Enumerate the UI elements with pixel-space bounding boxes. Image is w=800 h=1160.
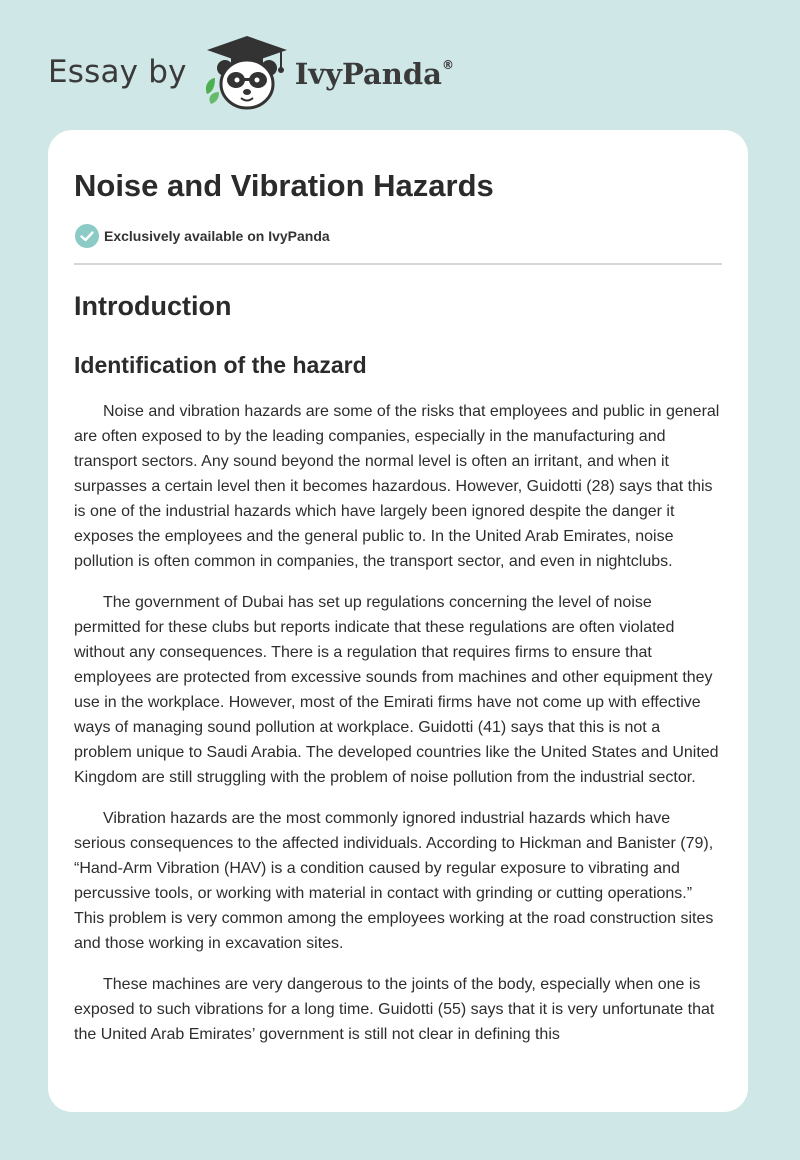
exclusive-badge-label: Exclusively available on IvyPanda <box>104 228 330 244</box>
essay-card <box>48 130 748 1112</box>
paragraph: Vibration hazards are the most commonly ignored industrial hazards which have serious consequences to the affected individuals. According to Hickman and Banister (79), “Hand-Arm Vibration (HAV) is a condition caused by regular exposure to vibrating and percussive tools, or working with material in contact with grinding or cutting operations.” This problem is very common among the employees working at the road construction sites and those working in excavation sites. <box>74 810 714 952</box>
brand-name[interactable] <box>295 57 454 91</box>
registered-mark: ® <box>441 58 454 73</box>
exclusive-badge <box>74 222 722 250</box>
title-divider <box>74 263 722 265</box>
paragraph: The government of Dubai has set up regulations concerning the level of noise permitted for these clubs but reports indicate that these regulations are often violated without any consequences. There is a regulation that requires firms to ensure that employees are protected from excessive sounds from machines and other equipment they use in the workplace. However, most of the Emirati firms have not come up with effective ways of managing sound pollution at workplace. Guidotti (41) says that this is not a problem unique to Saudi Arabia. The developed countries like the United States and United Kingdom are still struggling with the problem of noise pollution from the industrial sector. <box>74 594 719 786</box>
essay-title: Noise and Vibration Hazards <box>74 168 494 203</box>
site-header <box>48 34 454 110</box>
paragraph: These machines are very dangerous to the joints of the body, especially when one is exposed to such vibrations for a long time. Guidotti (55) says that it is very unfortunate that the United Arab Emirates’ government is still not clear in defining this <box>74 976 715 1043</box>
paragraph: Noise and vibration hazards are some of the risks that employees and public in general are often exposed to by the leading companies, especially in the manufacturing and transport sectors. Any sound beyond the normal level is often an irritant, and when it surpasses a certain level then it becomes hazardous. However, Guidotti (28) says that this is one of the industrial hazards which have largely been ignored despite the danger it exposes the employees and the general public to. In the United Arab Emirates, noise pollution is often common in companies, the transport sector, and even in nightclubs. <box>74 403 720 570</box>
brand-label: IvyPanda <box>294 57 442 91</box>
panda-logo-icon[interactable] <box>201 34 293 110</box>
section-heading: Introduction <box>74 291 232 321</box>
subsection-heading: Identification of the hazard <box>74 352 367 378</box>
check-circle-icon <box>74 223 100 249</box>
essay-by-label: Essay by <box>48 54 187 90</box>
